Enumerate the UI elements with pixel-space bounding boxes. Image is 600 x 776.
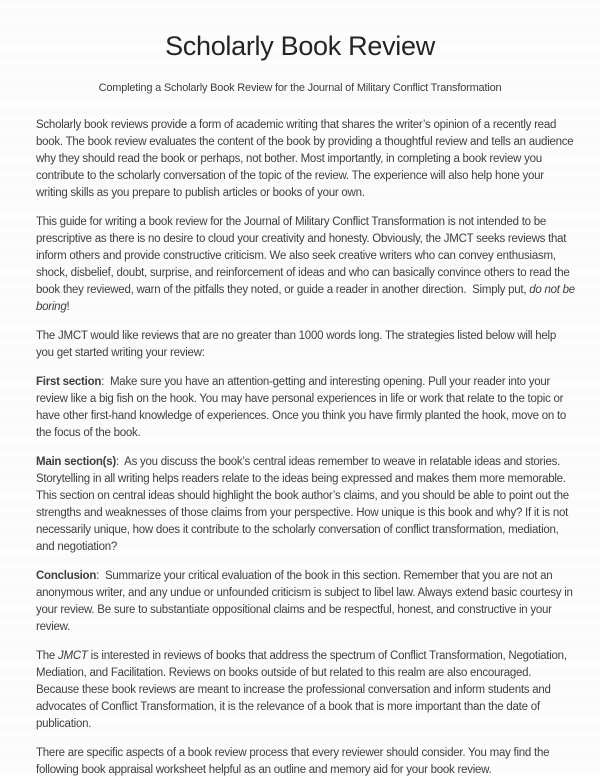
page-subtitle: Completing a Scholarly Book Review for the Journal of Military Conflict Transformation bbox=[98, 82, 502, 94]
paragraph bbox=[36, 214, 578, 316]
text-segment: First section bbox=[36, 376, 102, 388]
text-segment: This guide for writing a book review for the Journal of Military Conflict Transformation is not intended to be prescriptive as there is no desire to cloud your creativity and honesty. Obviously, the JMCT seeks reviews that inform others and provide constructive criticism. We also seek creative writers who can convey enthusiasm, shock, disbelief, doubt, surprise, and reinforcement of ideas and who can basically convince others to read the book they reviewed, warn of the pitfalls they noted, or guide a reader in another direction. Simply put, bbox=[36, 216, 573, 296]
text-segment: Main section(s) bbox=[36, 456, 116, 468]
text-segment: JMCT bbox=[58, 650, 88, 662]
paragraph bbox=[36, 374, 575, 442]
paragraph bbox=[36, 328, 575, 362]
page-title: Scholarly Book Review bbox=[165, 31, 435, 61]
text-segment: do not be boring bbox=[36, 284, 578, 313]
text-segment: The JMCT would like reviews that are no greater than 1000 words long. The strategies listed below will help you get started writing your review: bbox=[36, 330, 559, 359]
text-segment: Conclusion bbox=[36, 570, 97, 582]
text-segment: The bbox=[36, 650, 59, 662]
text-segment: : Summarize your critical evaluation of the book in this section. Remember that you are not an anonymous writer, and any undue or unfounded criticism is subject to libel law. Always extend basic courtesy in your review. Be sure to substantiate oppositional claims and be respectful, honest, and constructive in your review. bbox=[36, 570, 576, 633]
document-body bbox=[0, 95, 600, 776]
text-segment: There are specific aspects of a book review process that every reviewer should consider. You may find the following book appraisal worksheet helpful as an outline and memory aid for your book review. bbox=[36, 747, 553, 776]
text-segment: : Make sure you have an attention-getting and interesting opening. Pull your reader into your review like a big fish on the hook. You may have personal experiences in life or work that relate to the topic or have other first-hand knowledge of experiences. Once you think you have firmly planted the hook, move on to the focus of the book. bbox=[36, 376, 569, 439]
paragraph bbox=[36, 454, 575, 556]
paragraph bbox=[36, 568, 575, 636]
text-segment: : As you discuss the book’s central ideas remember to weave in relatable ideas and stories. Storytelling in all writing helps readers relate to the ideas being expressed and makes them more memorable. This section on central ideas should highlight the book author’s claims, and you should be able to point out the strengths and weaknesses of those claims from your perspective. How unique is this book and why? If it is not necessarily unique, how does it contribute to the scholarly conversation of conflict transformation, mediation, and negotiation? bbox=[36, 456, 572, 553]
paragraph bbox=[36, 117, 575, 202]
text-segment: ! bbox=[66, 301, 70, 313]
paragraph bbox=[36, 745, 575, 776]
text-segment: Scholarly book reviews provide a form of academic writing that shares the writer’s opinion of a recently read book. The book review evaluates the content of the book by providing a thoughtful review and tells an audience why they should read the book or perhaps, not bother. Most importantly, in completing a book review you contribute to the scholarly conversation of the topic of the review. The experience will also help hone your writing skills as you prepare to publish articles or books of your own. bbox=[36, 119, 577, 199]
text-segment: is interested in reviews of books that address the spectrum of Conflict Transformation, Negotiation, Mediation, and Facilitation. Reviews on books outside of but related to this realm are also encouraged. Because these book reviews are meant to increase the professional conversation and inform students and advocates of Conflict Transformation, it is the relevance of a book that is more important than the date of publication. bbox=[36, 650, 570, 730]
paragraph bbox=[36, 648, 575, 733]
